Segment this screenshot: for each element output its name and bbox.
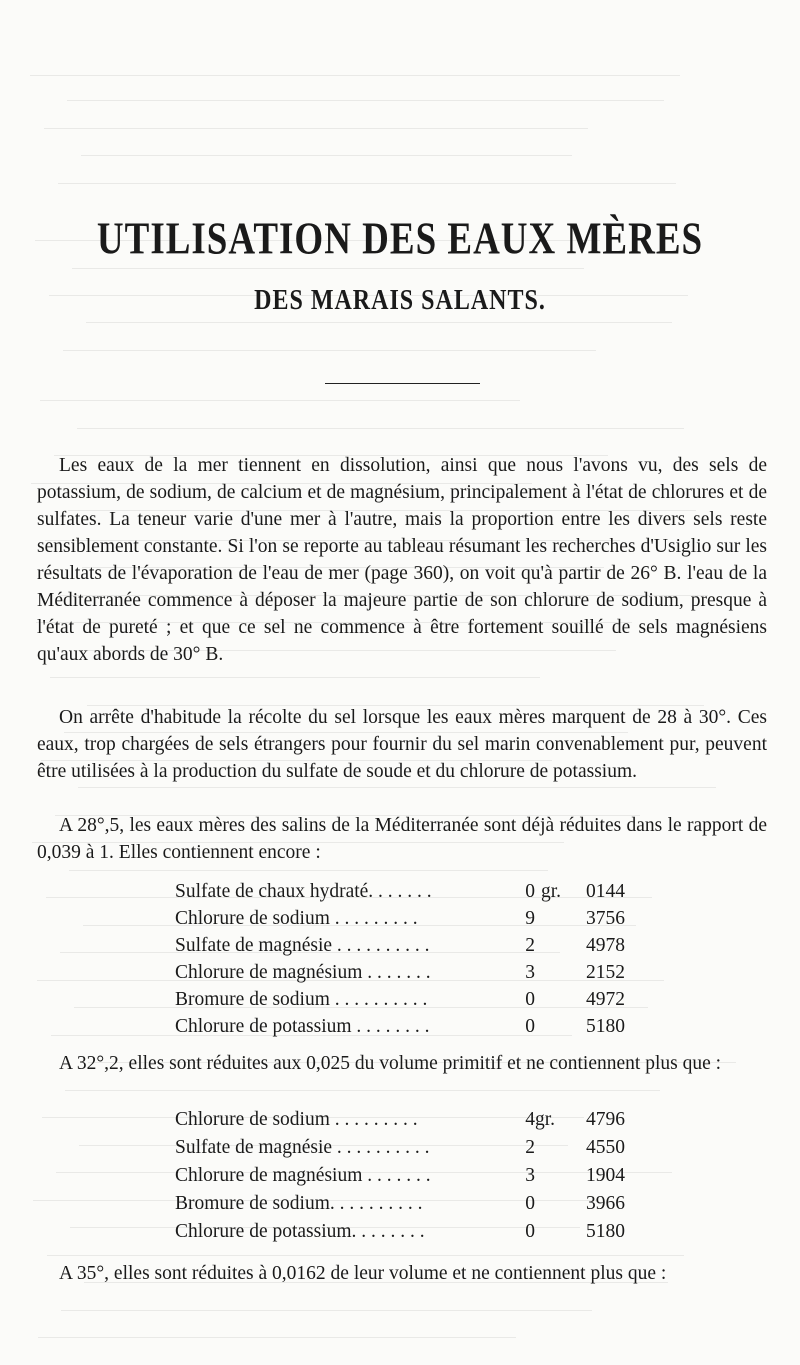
salt-decimal: 0144 (586, 881, 625, 902)
bleed-line (44, 128, 588, 129)
table-row (175, 1107, 635, 1133)
table-row (175, 1163, 635, 1189)
salt-name: Chlorure de magnésium . . . . . . . (175, 962, 431, 983)
bleed-line (77, 428, 684, 429)
bleed-line (69, 870, 548, 871)
paragraph-1: Les eaux de la mer tiennent en dissolution, ainsi que nous l'avons vu, des sels de potassium, de sodium, de calcium et de magnésium, principalement à l'état de chlorures et de sulfates. La teneur varie d'une mer à l'autre, mais la proportion entre les divers sels reste sensiblement constante. Si l'on se reporte au tableau résumant les recherches d'Usiglio sur les résultats de l'évaporation de l'eau de mer (page 360), on voit qu'à partir de 26° B. l'eau de la Méditerranée commence à déposer la majeure partie de son chlorure de sodium, presque à l'état de pureté ; et que ce sel ne commence à être fortement souillé de sels magnésiens qu'aux abords de 30° B. (37, 455, 767, 665)
bleed-line (63, 350, 596, 351)
salt-name: Sulfate de chaux hydraté. . . . . . . (175, 881, 432, 902)
table-row (175, 1219, 635, 1245)
salt-grams: 9 (525, 908, 535, 929)
salt-name: Bromure de sodium. . . . . . . . . . (175, 1193, 423, 1214)
bleed-line (86, 322, 672, 323)
salt-decimal: 3966 (586, 1193, 625, 1214)
bleed-line (65, 1090, 660, 1091)
table-row (175, 906, 635, 932)
salt-unit: gr. (535, 1109, 556, 1130)
salt-decimal: 4972 (586, 989, 625, 1010)
salt-name: Sulfate de magnésie . . . . . . . . . . (175, 935, 430, 956)
salt-decimal: 3756 (586, 908, 625, 929)
table-row (175, 987, 635, 1013)
bleed-line (50, 677, 540, 678)
bleed-line (81, 155, 572, 156)
salt-name: Chlorure de potassium. . . . . . . . (175, 1221, 425, 1242)
salt-grams: 0 (525, 1221, 535, 1242)
table-row (175, 1191, 635, 1217)
page-subtitle: DES MARAIS SALANTS. (254, 285, 546, 317)
title-divider (325, 383, 480, 384)
salt-grams: 2 (525, 935, 535, 956)
paragraph-2: On arrête d'habitude la récolte du sel lorsque les eaux mères marquent de 28 à 30°. Ces eaux, trop chargées de sels étrangers pour fournir du sel marin convenablement pur, peuvent être utilisées à la production du sulfate de soude et du chlorure de potassium. (37, 707, 767, 782)
salt-grams: 4 (525, 1109, 535, 1130)
salt-name: Sulfate de magnésie . . . . . . . . . . (175, 1137, 430, 1158)
salt-grams: 0 (525, 1193, 535, 1214)
salt-grams: 3 (525, 1165, 535, 1186)
salt-decimal: 2152 (586, 962, 625, 983)
bleed-line (72, 268, 584, 269)
bleed-line (30, 75, 680, 76)
bleed-line (47, 1255, 684, 1256)
salt-name: Chlorure de potassium . . . . . . . . (175, 1016, 430, 1037)
table-row (175, 1135, 635, 1161)
salt-grams: 2 (525, 1137, 535, 1158)
salt-grams: 0 (525, 1016, 535, 1037)
salt-decimal: 4550 (586, 1137, 625, 1158)
salt-decimal: 4978 (586, 935, 625, 956)
salt-name: Chlorure de sodium . . . . . . . . . (175, 908, 418, 929)
salt-decimal: 1904 (586, 1165, 625, 1186)
salt-grams: 0 (525, 881, 535, 902)
bleed-line (58, 183, 676, 184)
bleed-line (40, 400, 520, 401)
salt-decimal: 4796 (586, 1109, 625, 1130)
salt-name: Chlorure de sodium . . . . . . . . . (175, 1109, 418, 1130)
salt-decimal: 5180 (586, 1221, 625, 1242)
table-row (175, 960, 635, 986)
page-title: UTILISATION DES EAUX MÈRES (96, 214, 704, 265)
paragraph-3: A 28°,5, les eaux mères des salins de la Méditerranée sont déjà réduites dans le rapport de 0,039 à 1. Elles contiennent encore : (37, 815, 767, 863)
paragraph-5: A 35°, elles sont réduites à 0,0162 de leur volume et ne contiennent plus que : (59, 1263, 667, 1284)
table-row (175, 1014, 635, 1040)
bleed-line (67, 100, 664, 101)
paragraph-4: A 32°,2, elles sont réduites aux 0,025 du volume primitif et ne contiennent plus que : (59, 1053, 722, 1074)
salt-decimal: 5180 (586, 1016, 625, 1037)
salt-name: Bromure de sodium . . . . . . . . . . (175, 989, 428, 1010)
bleed-line (38, 1337, 516, 1338)
table-row (175, 933, 635, 959)
table-row (175, 879, 635, 905)
salt-name: Chlorure de magnésium . . . . . . . (175, 1165, 431, 1186)
salt-grams: 3 (525, 962, 535, 983)
salt-unit: gr. (541, 881, 562, 902)
bleed-line (78, 787, 716, 788)
salt-grams: 0 (525, 989, 535, 1010)
bleed-line (61, 1310, 592, 1311)
